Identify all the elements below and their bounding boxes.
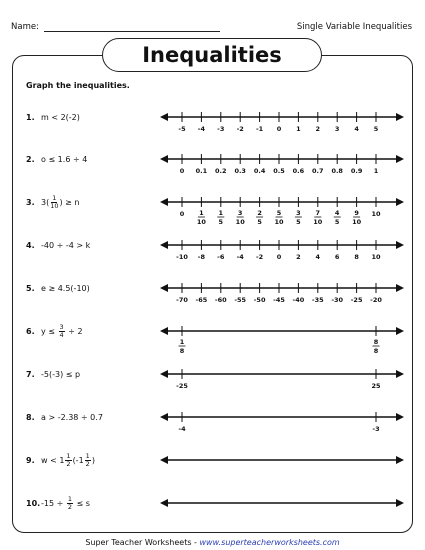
expression-text: e ≥ 4.5(-10) <box>41 283 90 293</box>
tick-label: -8 <box>197 253 206 261</box>
right-arrow-icon <box>396 327 404 335</box>
fraction-numerator: 1 <box>66 451 71 460</box>
tick-label: 0.7 <box>312 167 324 175</box>
tick-label: -5 <box>178 125 186 133</box>
expression-text: -40 ÷ -4 > k <box>41 240 91 250</box>
fraction-denominator: 4 <box>59 330 64 339</box>
tick-label: -60 <box>214 296 227 304</box>
tick-label: -40 <box>292 296 305 304</box>
number-line-9[interactable] <box>160 456 404 464</box>
tick-label: -70 <box>176 296 188 304</box>
tick-label: -4 <box>178 425 186 433</box>
tick-label: 5 <box>373 125 379 133</box>
tick-label: 0.3 <box>234 167 246 175</box>
tick-label: 0.6 <box>292 167 305 175</box>
tick-label: 0.5 <box>273 167 285 175</box>
fraction-numerator: 1 <box>85 451 90 460</box>
tick-label: 0 <box>179 210 185 218</box>
expression-text: y ≤ <box>41 326 58 336</box>
tick-label: 0.2 <box>215 167 227 175</box>
frac-numerator: 7 <box>315 209 321 217</box>
instructions: Graph the inequalities. <box>26 81 130 90</box>
left-arrow-icon <box>160 499 168 507</box>
problem-number: 4. <box>26 240 35 250</box>
number-line-2[interactable] <box>160 154 404 175</box>
left-arrow-icon <box>160 327 168 335</box>
fraction-numerator: 3 <box>59 322 64 331</box>
expression-text: ≤ s <box>74 498 90 508</box>
footer <box>0 538 425 547</box>
expression-text: 3( <box>41 197 50 207</box>
left-arrow-icon <box>160 198 168 206</box>
tick-label: -25 <box>350 296 363 304</box>
fraction-numerator: 1 <box>52 193 57 202</box>
expression-text: m < 2(-2) <box>41 112 80 122</box>
frac-denominator: 8 <box>373 347 379 355</box>
tick-label: -4 <box>236 253 244 261</box>
tick-label: 0.4 <box>253 167 266 175</box>
tick-label: 3 <box>334 125 340 133</box>
tick-label: 8 <box>354 253 359 261</box>
tick-label: -35 <box>311 296 324 304</box>
problem-number: 9. <box>26 455 35 465</box>
right-arrow-icon <box>396 370 404 378</box>
right-arrow-icon <box>396 113 404 121</box>
problem-number: 2. <box>26 154 35 164</box>
frac-denominator: 5 <box>218 218 224 226</box>
title-text: Inequalities <box>142 43 282 67</box>
tick-label: -4 <box>197 125 206 133</box>
expression-text: ) ≥ n <box>59 197 80 207</box>
fraction-denominator: 2 <box>67 502 72 511</box>
tick-label: -55 <box>234 296 247 304</box>
tick-label-fraction <box>373 338 380 355</box>
left-arrow-icon <box>160 155 168 163</box>
frac-denominator: 5 <box>334 218 340 226</box>
fraction-numerator: 1 <box>67 494 72 503</box>
problem-number: 1. <box>26 112 35 122</box>
frac-numerator: 4 <box>334 209 340 217</box>
number-line-8[interactable] <box>160 412 404 433</box>
tick-label: -2 <box>255 253 264 261</box>
problem-number: 8. <box>26 412 35 422</box>
expression-text: -5(-3) ≤ p <box>41 369 81 379</box>
frac-denominator: 10 <box>313 218 323 226</box>
frac-numerator: 3 <box>237 209 243 217</box>
tick-label-fraction <box>274 209 284 226</box>
tick-label-fraction <box>179 338 186 355</box>
fraction-denominator: 2 <box>85 459 90 468</box>
tick-label: -3 <box>372 425 380 433</box>
fraction-denominator: 10 <box>50 201 59 210</box>
tick-label: 0.1 <box>195 167 208 175</box>
tick-label-fraction <box>197 209 207 226</box>
tick-label: 0.9 <box>350 167 363 175</box>
left-arrow-icon <box>160 456 168 464</box>
tick-label-fraction <box>313 209 323 226</box>
frac-denominator: 10 <box>274 218 284 226</box>
problem-number: 6. <box>26 326 35 336</box>
number-line-6[interactable] <box>160 326 404 355</box>
frac-denominator: 5 <box>296 218 301 226</box>
expression-text: ) <box>91 455 95 465</box>
number-line-1[interactable] <box>160 112 404 133</box>
worksheet-subject: Single Variable Inequalities <box>296 22 412 32</box>
frac-denominator: 10 <box>196 218 206 226</box>
problem-number: 7. <box>26 369 35 379</box>
tick-label: 1 <box>296 125 301 133</box>
tick-label: 0 <box>276 253 282 261</box>
expression-text: ÷ 2 <box>65 326 83 336</box>
tick-label-fraction <box>334 209 341 226</box>
tick-label: -3 <box>217 125 225 133</box>
frac-numerator: 9 <box>354 209 359 217</box>
tick-label-fraction <box>217 209 224 226</box>
number-line-4[interactable] <box>160 240 404 261</box>
expression-text: (-1 <box>72 455 84 465</box>
tick-label: 0.8 <box>331 167 343 175</box>
tick-label: -6 <box>217 253 225 261</box>
right-arrow-icon <box>396 198 404 206</box>
right-arrow-icon <box>396 241 404 249</box>
right-arrow-icon <box>396 413 404 421</box>
left-arrow-icon <box>160 113 168 121</box>
right-arrow-icon <box>396 499 404 507</box>
problem-number: 5. <box>26 283 35 293</box>
frac-denominator: 10 <box>235 218 245 226</box>
tick-label: 2 <box>296 253 301 261</box>
frac-denominator: 5 <box>257 218 262 226</box>
number-line-7[interactable] <box>160 369 404 390</box>
tick-label: -10 <box>176 253 188 261</box>
fraction-denominator: 2 <box>66 459 71 468</box>
tick-label-fraction <box>236 209 246 226</box>
frac-numerator: 1 <box>199 209 204 217</box>
frac-numerator: 5 <box>276 209 282 217</box>
left-arrow-icon <box>160 413 168 421</box>
tick-label-fraction <box>256 209 263 226</box>
expression-text: o ≤ 1.6 ÷ 4 <box>41 154 88 164</box>
problem-number: 3. <box>26 197 35 207</box>
tick-label: 1 <box>373 167 379 175</box>
tick-label: 25 <box>371 382 381 390</box>
footer-url[interactable]: www.superteacherworksheets.com <box>199 538 340 547</box>
right-arrow-icon <box>396 284 404 292</box>
left-arrow-icon <box>160 370 168 378</box>
tick-label: -45 <box>273 296 285 304</box>
tick-label: 10 <box>371 210 381 218</box>
frac-denominator: 10 <box>352 218 362 226</box>
tick-label: 6 <box>334 253 340 261</box>
problem-number: 10. <box>26 498 41 508</box>
expression-text: -15 ÷ <box>41 498 66 508</box>
tick-label: 10 <box>371 253 381 261</box>
expression-text: w < 1 <box>41 455 65 465</box>
right-arrow-icon <box>396 456 404 464</box>
tick-label: 2 <box>315 125 321 133</box>
right-arrow-icon <box>396 155 404 163</box>
number-line-3[interactable] <box>160 197 404 226</box>
tick-label-fraction <box>352 209 362 226</box>
tick-label: 0 <box>276 125 282 133</box>
tick-label: -50 <box>253 296 266 304</box>
tick-label: -2 <box>236 125 244 133</box>
tick-label: 0 <box>179 167 185 175</box>
tick-label: -65 <box>195 296 208 304</box>
tick-label: -1 <box>255 125 264 133</box>
number-line-10[interactable] <box>160 499 404 507</box>
expression-text: a > -2.38 ÷ 0.7 <box>41 412 103 422</box>
footer-site: Super Teacher Worksheets - <box>85 538 200 547</box>
tick-label: 4 <box>315 253 321 261</box>
number-line-5[interactable] <box>160 283 404 304</box>
left-arrow-icon <box>160 241 168 249</box>
tick-label: -20 <box>370 296 382 304</box>
tick-label: -30 <box>331 296 344 304</box>
tick-label-fraction <box>295 209 302 226</box>
tick-label: 4 <box>354 125 359 133</box>
frac-numerator: 1 <box>218 209 224 217</box>
left-arrow-icon <box>160 284 168 292</box>
name-label: Name: <box>11 22 39 32</box>
tick-label: -25 <box>176 382 188 390</box>
frac-denominator: 8 <box>179 347 185 355</box>
frac-numerator: 2 <box>257 209 262 217</box>
frac-numerator: 8 <box>373 338 379 346</box>
frac-numerator: 1 <box>179 338 185 346</box>
frac-numerator: 3 <box>296 209 301 217</box>
